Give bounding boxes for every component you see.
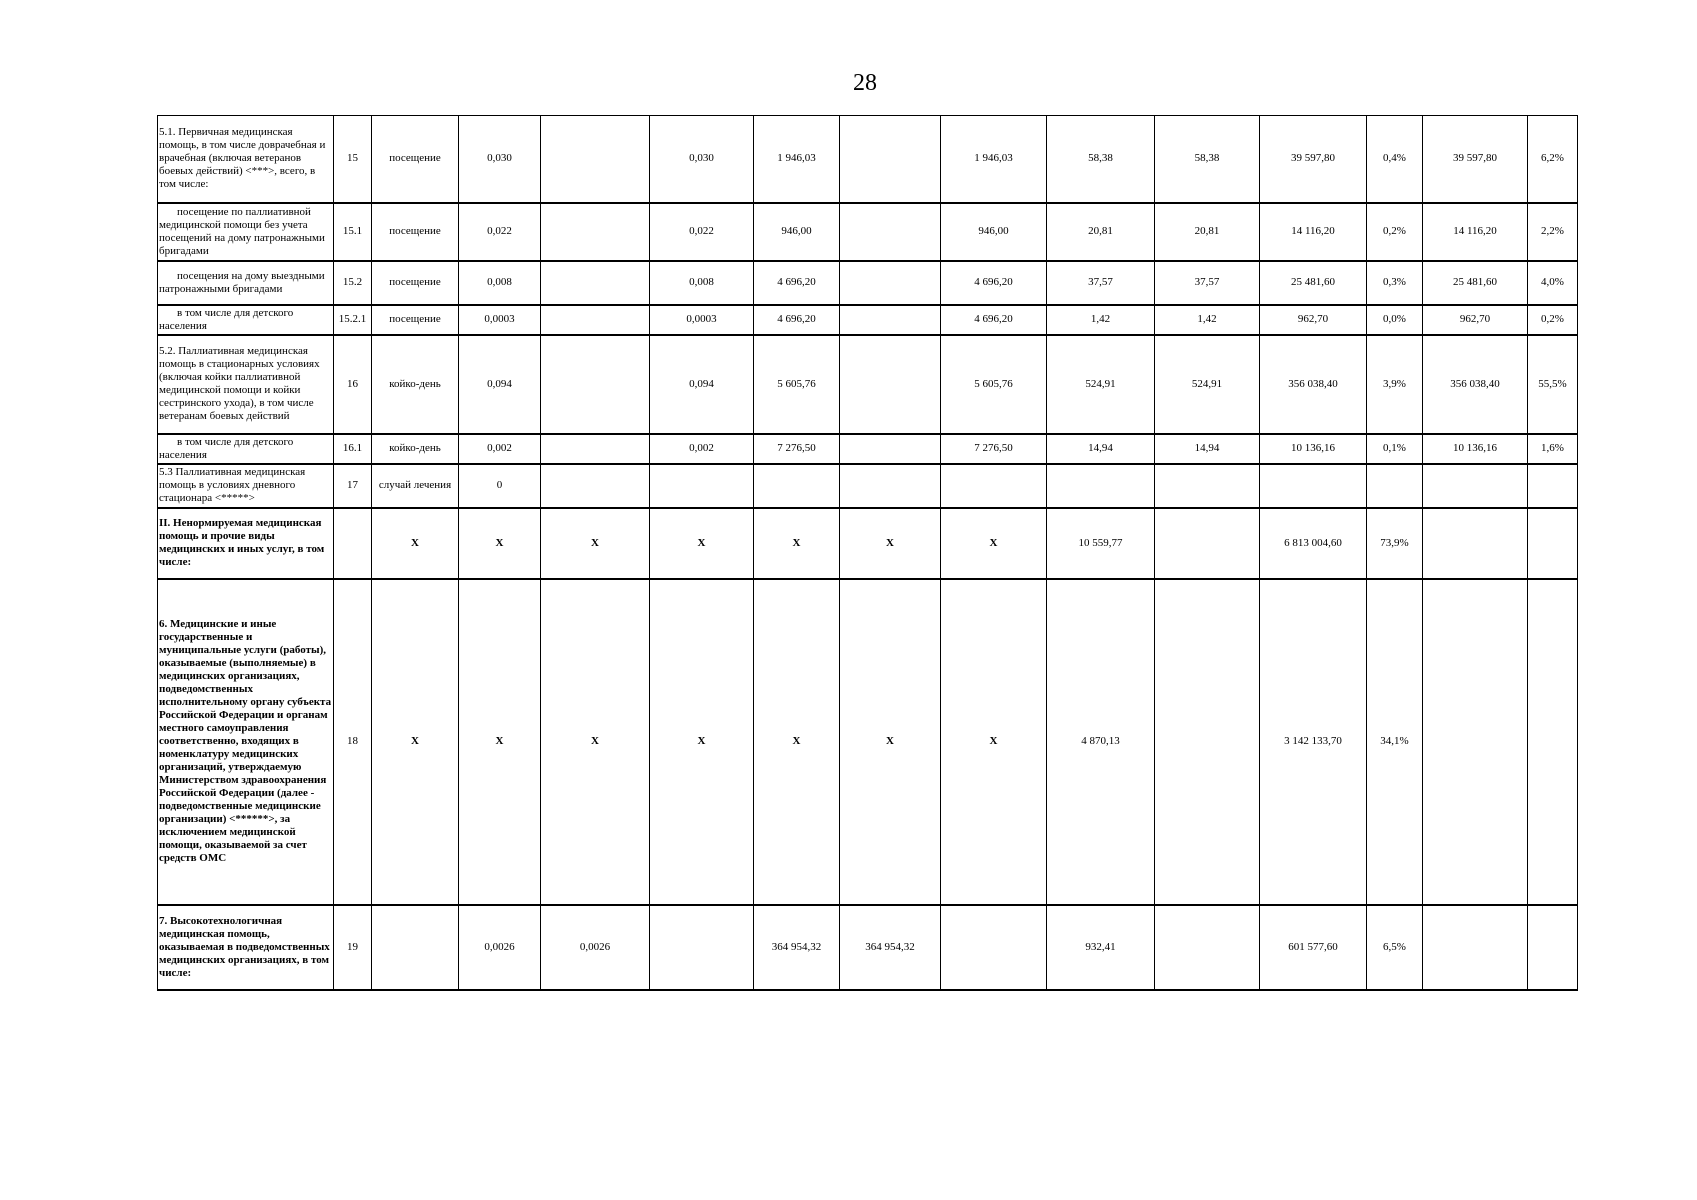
table-cell: 37,57 [1047, 261, 1155, 305]
table-cell: 1,42 [1155, 305, 1260, 335]
table-row [158, 579, 1578, 905]
table-cell: 14,94 [1047, 434, 1155, 464]
row-name-cell: 5.1. Первичная медицинская помощь, в том числе доврачебная и врачебная (включая ветеранов боевых действий) <***>, всего, в том числе: [158, 116, 334, 203]
table-cell [941, 905, 1047, 990]
table-cell: 0,3% [1367, 261, 1423, 305]
table-cell [1367, 464, 1423, 508]
table-cell: 2,2% [1528, 203, 1578, 261]
row-name-cell: II. Ненормируемая медицинская помощь и прочие виды медицинских и иных услуг, в том числе: [158, 508, 334, 579]
table-cell: 17 [334, 464, 372, 508]
table-cell: 946,00 [941, 203, 1047, 261]
table-row [158, 203, 1578, 261]
table-cell: 0,094 [459, 335, 541, 434]
table-cell: 19 [334, 905, 372, 990]
table-cell: 15.2.1 [334, 305, 372, 335]
table-cell: X [941, 579, 1047, 905]
table-cell: 1 946,03 [941, 116, 1047, 203]
table-cell [541, 335, 650, 434]
table-cell: 5 605,76 [754, 335, 840, 434]
table-cell [840, 335, 941, 434]
table-cell: 0,0026 [459, 905, 541, 990]
table-cell: 6,2% [1528, 116, 1578, 203]
table-cell [1423, 464, 1528, 508]
table-cell: 58,38 [1155, 116, 1260, 203]
table-cell: 20,81 [1155, 203, 1260, 261]
table-cell [1155, 464, 1260, 508]
table-cell [840, 261, 941, 305]
row-name-cell: 5.2. Паллиативная медицинская помощь в стационарных условиях (включая койки паллиативной медицинской помощи и койки сестринского ухода), в том числе ветеранам боевых действий [158, 335, 334, 434]
table-cell: 0,0026 [541, 905, 650, 990]
table-cell: 601 577,60 [1260, 905, 1367, 990]
table-cell [1528, 905, 1578, 990]
table-cell [541, 116, 650, 203]
table-cell: X [650, 508, 754, 579]
table-cell: 14,94 [1155, 434, 1260, 464]
table-cell: койко-день [372, 434, 459, 464]
table-cell: 1,42 [1047, 305, 1155, 335]
table-cell: 962,70 [1423, 305, 1528, 335]
table-cell: 0,022 [459, 203, 541, 261]
table-cell: 10 559,77 [1047, 508, 1155, 579]
table-cell [541, 434, 650, 464]
table-cell [840, 434, 941, 464]
table-cell [1423, 508, 1528, 579]
table-cell: 932,41 [1047, 905, 1155, 990]
table-cell [941, 464, 1047, 508]
table-cell [1423, 905, 1528, 990]
table-row [158, 335, 1578, 434]
table-cell: 4 696,20 [941, 261, 1047, 305]
table-cell: 25 481,60 [1423, 261, 1528, 305]
table-cell [650, 905, 754, 990]
table-cell: X [372, 508, 459, 579]
table-cell: 15.2 [334, 261, 372, 305]
table-cell: 0,094 [650, 335, 754, 434]
table-cell [541, 305, 650, 335]
table-cell: 4 696,20 [754, 305, 840, 335]
row-name-cell: посещения на дому выездными патронажными бригадами [158, 261, 334, 305]
table-cell [541, 464, 650, 508]
table-cell: 7 276,50 [941, 434, 1047, 464]
table-cell [541, 203, 650, 261]
table-cell: 0,0003 [459, 305, 541, 335]
table-cell: 6,5% [1367, 905, 1423, 990]
data-table [157, 115, 1578, 991]
table-cell: койко-день [372, 335, 459, 434]
table-cell: 20,81 [1047, 203, 1155, 261]
table-cell: X [459, 508, 541, 579]
table-cell: 356 038,40 [1260, 335, 1367, 434]
table-cell: X [459, 579, 541, 905]
table-cell [541, 261, 650, 305]
table-cell [334, 508, 372, 579]
table-cell: 58,38 [1047, 116, 1155, 203]
table-cell [840, 203, 941, 261]
table-row [158, 508, 1578, 579]
table-cell: 1,6% [1528, 434, 1578, 464]
table-cell [1423, 579, 1528, 905]
table-cell: 0,030 [650, 116, 754, 203]
row-name-cell: в том числе для детского населения [158, 434, 334, 464]
table-cell: 364 954,32 [754, 905, 840, 990]
table-cell: 34,1% [1367, 579, 1423, 905]
table-cell: 5 605,76 [941, 335, 1047, 434]
table-cell: X [840, 579, 941, 905]
table-cell: 0,0% [1367, 305, 1423, 335]
table-row [158, 261, 1578, 305]
table-cell: X [541, 508, 650, 579]
table-cell: 0,008 [650, 261, 754, 305]
table-cell: X [372, 579, 459, 905]
table-cell: 0,030 [459, 116, 541, 203]
table-cell: 0,002 [650, 434, 754, 464]
table-cell [1155, 905, 1260, 990]
table-cell: 73,9% [1367, 508, 1423, 579]
table-cell: 4 696,20 [754, 261, 840, 305]
table-cell: 15.1 [334, 203, 372, 261]
table-cell: 39 597,80 [1260, 116, 1367, 203]
table-cell: 0,0003 [650, 305, 754, 335]
page-number: 28 [853, 70, 877, 96]
table-cell: 4 696,20 [941, 305, 1047, 335]
table-cell [650, 464, 754, 508]
table-cell [840, 464, 941, 508]
table-cell: 0,002 [459, 434, 541, 464]
table-cell: 0,2% [1528, 305, 1578, 335]
table-cell [1528, 464, 1578, 508]
table-cell: X [541, 579, 650, 905]
table-row [158, 434, 1578, 464]
table-cell: 4,0% [1528, 261, 1578, 305]
table-row [158, 305, 1578, 335]
table-cell: X [840, 508, 941, 579]
table-row [158, 116, 1578, 203]
table-cell: 0,2% [1367, 203, 1423, 261]
table-cell: 3 142 133,70 [1260, 579, 1367, 905]
table-cell: 37,57 [1155, 261, 1260, 305]
table-cell: 0,008 [459, 261, 541, 305]
table-cell: 0,1% [1367, 434, 1423, 464]
table-cell: посещение [372, 116, 459, 203]
table-cell: посещение [372, 305, 459, 335]
table-cell: 15 [334, 116, 372, 203]
table-cell [1047, 464, 1155, 508]
table-row [158, 905, 1578, 990]
table-cell: 7 276,50 [754, 434, 840, 464]
table-cell [840, 116, 941, 203]
table-cell: 14 116,20 [1423, 203, 1528, 261]
table-cell [754, 464, 840, 508]
table-cell: 962,70 [1260, 305, 1367, 335]
table-cell: X [941, 508, 1047, 579]
table-cell: 0,4% [1367, 116, 1423, 203]
table-cell: 946,00 [754, 203, 840, 261]
table-cell: X [754, 508, 840, 579]
row-name-cell: в том числе для детского населения [158, 305, 334, 335]
table-cell: 524,91 [1047, 335, 1155, 434]
row-name-cell: посещение по паллиативной медицинской помощи без учета посещений на дому патронажными бригадами [158, 203, 334, 261]
table-cell [1528, 579, 1578, 905]
table-cell: 39 597,80 [1423, 116, 1528, 203]
table-cell: 1 946,03 [754, 116, 840, 203]
table-cell: 55,5% [1528, 335, 1578, 434]
table-cell: X [754, 579, 840, 905]
row-name-cell: 5.3 Паллиативная медицинская помощь в условиях дневного стационара <*****> [158, 464, 334, 508]
table-cell: посещение [372, 203, 459, 261]
table-cell [1155, 579, 1260, 905]
table-cell: 10 136,16 [1423, 434, 1528, 464]
table-cell: 14 116,20 [1260, 203, 1367, 261]
table-cell: 10 136,16 [1260, 434, 1367, 464]
table-cell: 18 [334, 579, 372, 905]
table-cell [1528, 508, 1578, 579]
table-cell: 25 481,60 [1260, 261, 1367, 305]
table-cell: 16.1 [334, 434, 372, 464]
table-cell: X [650, 579, 754, 905]
table-cell: 0 [459, 464, 541, 508]
table-row [158, 464, 1578, 508]
table-cell: 16 [334, 335, 372, 434]
table-cell: 0,022 [650, 203, 754, 261]
table-cell [372, 905, 459, 990]
table-cell: случай лечения [372, 464, 459, 508]
table-cell: 4 870,13 [1047, 579, 1155, 905]
table-cell: 3,9% [1367, 335, 1423, 434]
table-cell [840, 305, 941, 335]
table-cell [1155, 508, 1260, 579]
table-cell: посещение [372, 261, 459, 305]
table-cell: 356 038,40 [1423, 335, 1528, 434]
row-name-cell: 6. Медицинские и иные государственные и муниципальные услуги (работы), оказываемые (выполняемые) в медицинских организациях, подведомственных исполнительному органу субъекта Российской Федерации и органам местного самоуправления соответственно, входящих в номенклатуру медицинских организаций, утверждаемую Министерством здравоохранения Российской Федерации (далее - подведомственные медицинские организации) <******>, за исключением медицинской помощи, оказываемой за счет средств ОМС [158, 579, 334, 905]
table-cell: 6 813 004,60 [1260, 508, 1367, 579]
row-name-cell: 7. Высокотехнологичная медицинская помощь, оказываемая в подведомственных медицинских организациях, в том числе: [158, 905, 334, 990]
table-cell: 364 954,32 [840, 905, 941, 990]
table-cell: 524,91 [1155, 335, 1260, 434]
table-cell [1260, 464, 1367, 508]
